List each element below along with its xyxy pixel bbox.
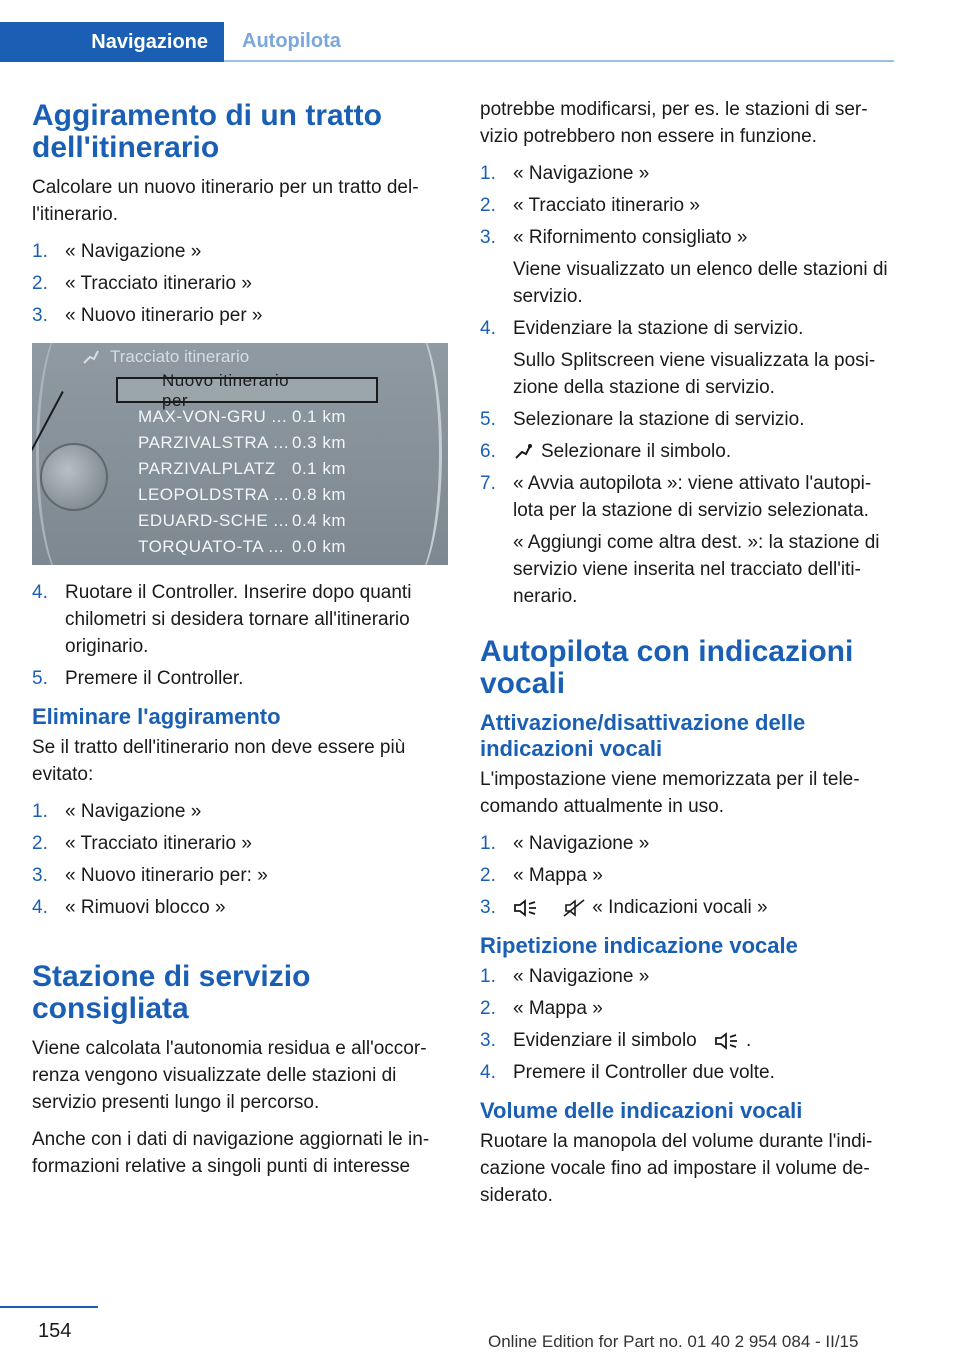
edition-text: Online Edition for Part no. 01 40 2 954 084 - II/15 [488,1332,859,1351]
steps-list [32,579,450,692]
list-item [480,995,894,1022]
step-text: Selezionare la stazione di servizio. [513,409,805,430]
subsection-title-volume: Volume delle indicazioni vocali [480,1098,803,1123]
step-text: « Navigazione » [65,801,202,822]
step-number: 1. [32,801,48,822]
screen-row-name: TORQUATO-TA ... [138,537,285,556]
list-item [480,1059,894,1086]
list-item [480,315,894,401]
left-column [32,100,450,1190]
step-number: 2. [480,865,496,886]
list-item [480,830,894,857]
step-number: 3. [480,897,496,918]
step-number: 4. [32,897,48,918]
step-number: 3. [480,1030,496,1051]
list-item [480,192,894,219]
section-intro: Se il tratto dell'itinerario non deve essere più evitato: [32,737,406,785]
step-number: 4. [480,318,496,339]
step-text: Premere il Controller. [65,668,244,689]
footer-rule [0,1306,98,1308]
screen-row-name: PARZIVALSTRA ... [138,433,289,452]
list-item [480,470,894,610]
section-paragraph: Anche con i dati di navigazione aggiornati le informazioni relative a singoli punti di interesse [32,1129,430,1177]
step-text: « Nuovo itinerario per » [65,305,263,326]
step-number: 7. [480,473,496,494]
route-icon [82,349,100,365]
screen-row-dist: 0.1 km [292,459,347,478]
screen-title [82,347,249,367]
step-text: « Tracciato itinerario » [65,833,252,854]
step-text: « Rifornimento consigliato » [513,227,748,248]
screen-row-name: EDUARD-SCHE ... [138,511,290,530]
step-text: Evidenziare la stazione di servizio. [513,318,804,339]
list-item [480,406,894,433]
screen-arc-right [379,343,442,565]
list-item [32,798,450,825]
subsection-title-ripetizione: Ripetizione indicazione vocale [480,933,798,958]
list-item [32,830,450,857]
step-number: 1. [480,163,496,184]
step-text: Selezionare il simbolo. [541,441,732,462]
step-subtext: Sullo Splitscreen viene visualizzata la posizione della stazione di servizio. [513,350,876,398]
list-item [32,238,450,265]
right-column [480,96,894,1219]
speaker-on-icon [513,899,539,917]
speaker-off-icon [562,898,586,918]
step-number: 3. [480,227,496,248]
screen-row-dist: 0.8 km [292,485,347,504]
step-number: 3. [32,865,48,886]
screen-row [138,371,362,410]
tab-autopilota[interactable]: Autopilota [224,22,894,62]
section-title-aggiramento: Aggiramento di un tratto dell'itinerario [32,99,382,164]
step-text: « Navigazione » [513,833,650,854]
step-text: « Navigazione » [513,966,650,987]
step-text: « Tracciato itinerario » [65,273,252,294]
step-number: 2. [32,273,48,294]
subsection-title-attivazione: Attivazione/disattivazione delle indicazioni vocali [480,710,806,761]
step-number: 5. [32,668,48,689]
list-item [32,894,450,921]
screen-title-text: Tracciato itinerario [110,347,250,366]
list-item [480,1027,894,1054]
steps-list [480,160,894,610]
section-paragraph: Viene calcolata l'autonomia residua e all'occorrenza vengono visualizzate delle stazioni di servizio presenti lungo il percorso. [32,1038,427,1113]
step-number: 1. [480,833,496,854]
section-title-stazione: Stazione di servizio consigliata [32,960,311,1025]
screen-row [138,534,362,560]
list-item [32,270,450,297]
list-item [480,963,894,990]
screen-row-dist: 0.3 km [292,433,347,452]
steps-list [32,798,450,921]
step-text-suffix: . [746,1030,752,1051]
screen-row-dist: 0.0 km [292,537,347,556]
screen-row-dist: 0.1 km [292,407,347,426]
step-text: « Navigazione » [65,241,202,262]
step-number: 5. [480,409,496,430]
screen-row [138,404,362,430]
step-number: 6. [480,441,496,462]
tab-navigazione[interactable]: Navigazione [0,22,224,62]
step-number: 1. [480,966,496,987]
screen-row-name: PARZIVALPLATZ [138,459,276,478]
step-number: 3. [32,305,48,326]
controller-knob-icon [40,443,108,511]
list-item [480,862,894,889]
list-item [480,894,894,921]
screen-row [138,456,362,482]
steps-list [32,238,450,329]
screen-row [138,482,362,508]
screen-row [138,508,362,534]
step-number: 2. [480,998,496,1019]
screen-row-name: MAX-VON-GRU ... [138,407,288,426]
section-title-autopilota-vocali: Autopilota con indicazioni vocali [480,635,854,700]
step-text: « Tracciato itinerario » [513,195,700,216]
step-text: « Nuovo itinerario per: » [65,865,268,886]
idrive-screen-image [32,343,448,565]
step-number: 1. [32,241,48,262]
list-item [480,438,894,465]
header-bar [0,0,960,62]
step-text: « Mappa » [513,998,603,1019]
screen-row [138,430,362,456]
section-intro: Calcolare un nuovo itinerario per un tratto dell'itinerario. [32,177,419,225]
step-text: Evidenziare il simbolo [513,1030,697,1051]
list-item [480,224,894,310]
list-item [480,160,894,187]
screen-row-name: LEOPOLDSTRA ... [138,485,290,504]
step-text: « Navigazione » [513,163,650,184]
step-number: 4. [32,582,48,603]
list-item [32,302,450,329]
steps-list [480,830,894,921]
step-number: 2. [32,833,48,854]
speaker-on-icon [714,1032,740,1050]
page-number: 154 [38,1320,72,1342]
step-number: 2. [480,195,496,216]
step-number: 4. [480,1062,496,1083]
section-title-eliminare: Eliminare l'aggiramento [32,704,281,729]
screen-list [138,371,362,560]
step-subtext: « Aggiungi come altra dest. »: la stazione di servizio viene inserita nel tracciato dell'itinerario. [513,532,880,607]
step-text: « Indicazioni vocali » [592,897,768,918]
screen-row-name: Nuovo itinerario per [162,371,290,410]
list-item [32,579,450,660]
section-paragraph: Ruotare la manopola del volume durante l'indicazione vocale fino ad impostare il volume desiderato. [480,1131,873,1206]
step-text: « Avvia autopilota »: viene attivato l'autopilota per la stazione di servizio selezionata. [513,473,872,521]
step-subtext: Viene visualizzato un elenco delle stazioni di servizio. [513,259,888,307]
step-text: « Mappa » [513,865,603,886]
list-item [32,862,450,889]
steps-list [480,963,894,1086]
list-item [32,665,450,692]
step-text: Premere il Controller due volte. [513,1062,775,1083]
step-text: « Rimuovi blocco » [65,897,226,918]
section-paragraph: L'impostazione viene memorizzata per il telecomando attualmente in uso. [480,769,860,817]
step-text: Ruotare il Controller. Inserire dopo quanti chilometri si desidera tornare all'itinerario originario. [65,582,412,657]
route-symbol-icon [513,443,533,461]
screen-row-dist: 0.4 km [292,511,347,530]
section-paragraph: potrebbe modificarsi, per es. le stazioni di servizio potrebbero non essere in funzione. [480,99,868,147]
